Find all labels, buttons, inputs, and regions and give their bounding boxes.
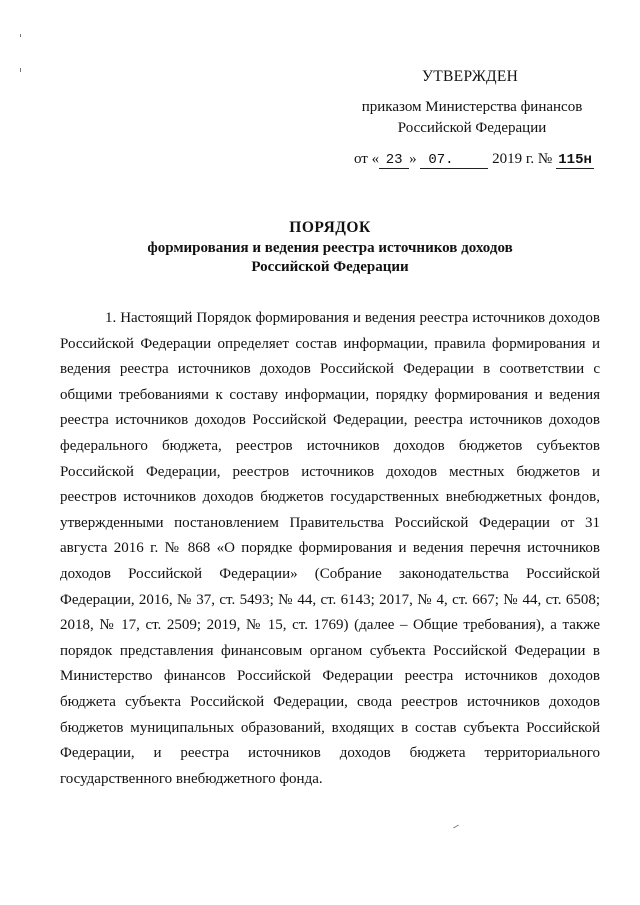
approval-block [330,66,640,170]
approval-heading: УТВЕРЖДЕН [422,68,519,85]
paragraph-1: 1. Настоящий Порядок формирования и ведения реестра источников доходов Российской Федерации определяет состав информации, правила формирования и ведения реестра источников доходов Российской Федерации в соответствии с общими требованиями к составу информации, порядку формирования и ведения реестра источников доходов Российской Федерации, реестра источников доходов федерального бюджета, реестров источников доходов бюджетов субъектов Российской Федерации, реестров источников доходов местных бюджетов и реестров источников доходов бюджетов государственных внебюджетных фондов, утвержденными постановлением Правительства Российской Федерации от 31 августа 2016 г. № 868 «О порядке формирования и ведения перечня источников доходов Российской Федерации» (Собрание законодательства Российской Федерации, 2016, № 37, ст. 5493; № 44, ст. 6143; 2017, № 4, ст. 667; № 44, ст. 6508; 2018, № 17, ст. 2509; 2019, № 15, ст. 1769) (далее – Общие требования), а также порядок представления финансовым органом субъекта Российской Федерации в Министерство финансов Российской Федерации реестра источников доходов бюджета субъекта Российской Федерации, свода реестров источников доходов бюджетов муниципальных образований, входящих в состав субъекта Российской Федерации, и реестра источников доходов бюджета территориального государственного внебюджетного фонда. [60,310,600,787]
date-day-suffix: » [409,151,417,167]
approval-federation-line: Российской Федерации [397,120,547,136]
title-subtitle-line2: Российской Федерации [251,259,409,275]
scan-mark-top [20,34,21,37]
order-number: 115н [556,152,594,169]
document-title [60,218,600,277]
date-prefix: от « [354,151,380,167]
date-month: 07. [420,152,488,169]
scan-mark-bottom [453,825,459,829]
title-main: ПОРЯДОК [289,219,371,236]
scan-mark-middle [20,68,21,72]
date-year: 2019 г. № [492,151,553,167]
title-subtitle-line1: формирования и ведения реестра источников доходов [147,240,513,256]
date-day: 23 [379,152,409,169]
approval-order-line: приказом Министерства финансов [361,99,583,115]
approval-date-line [330,149,640,170]
